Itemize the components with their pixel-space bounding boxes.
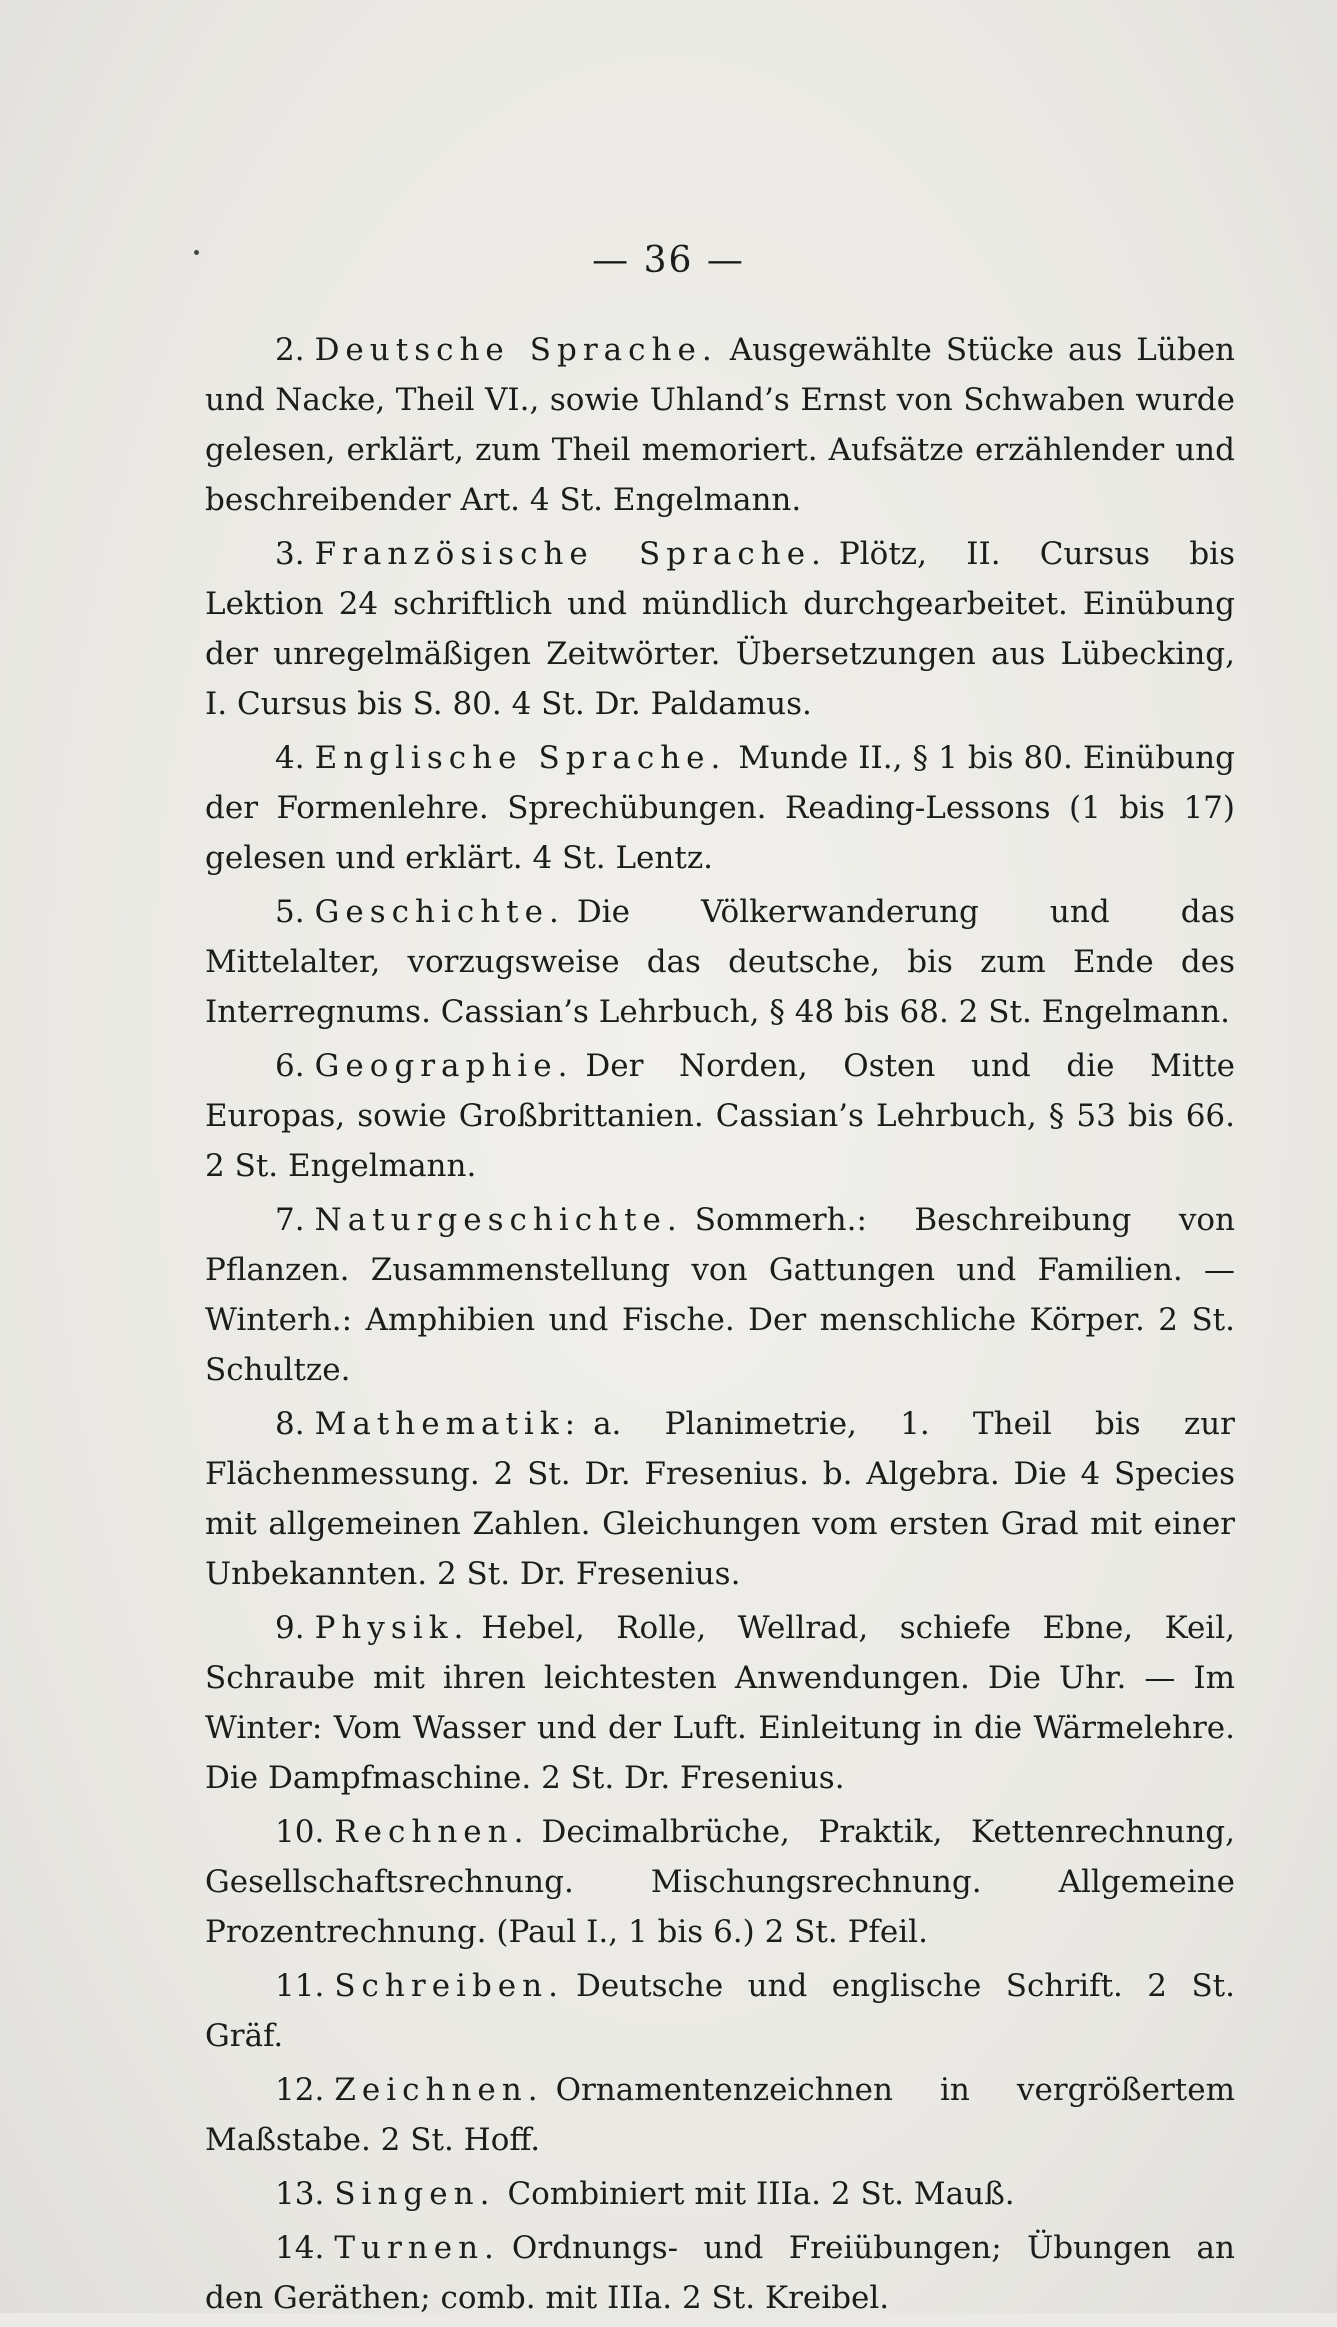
section-paragraph: 14. Turnen. Ordnungs- und Freiübungen; Übungen an den Geräthen; comb. mit IIIa. 2 St. Kreibel.	[205, 2230, 1235, 2316]
section-heading: Physik.	[314, 1610, 470, 1646]
section-paragraph: 8. Mathematik: a. Planimetrie, 1. Theil bis zur Flächenmessung. 2 St. Dr. Fresenius. b. Algebra. Die 4 Species mit allgemeinen Zahlen. Gleichungen vom ersten Grad mit einer Unbekannten. 2 St. Dr. Fresenius.	[205, 1406, 1235, 1592]
section-paragraph: 13. Singen. Combiniert mit IIIa. 2 St. Mauß.	[275, 2176, 1015, 2212]
page-body	[205, 325, 1235, 2327]
section-paragraph: 4. Englische Sprache. Munde II., § 1 bis 80. Einübung der Formenlehre. Sprechübungen. Reading-Lessons (1 bis 17) gelesen und erklärt. 4 St. Lentz.	[205, 740, 1235, 876]
section-paragraph: 5. Geschichte. Die Völkerwanderung und das Mittelalter, vorzugsweise das deutsche, bis zum Ende des Interregnums. Cassian’s Lehrbuch, § 48 bis 68. 2 St. Engelmann.	[205, 894, 1235, 1030]
section-heading: Englische Sprache.	[314, 740, 727, 776]
section-paragraph: 11. Schreiben. Deutsche und englische Schrift. 2 St. Gräf.	[205, 1968, 1235, 2054]
section-heading: Zeichnen.	[334, 2072, 544, 2108]
section-paragraph: 12. Zeichnen. Ornamentenzeichnen in vergrößertem Maßstabe. 2 St. Hoff.	[205, 2072, 1235, 2158]
section-heading: Schreiben.	[334, 1968, 564, 2004]
section-heading: Turnen.	[334, 2230, 500, 2266]
section-paragraph: 6. Geographie. Der Norden, Osten und die Mitte Europas, sowie Großbrittanien. Cassian’s Lehrbuch, § 53 bis 66. 2 St. Engelmann.	[205, 1048, 1235, 1184]
section-heading: Mathematik:	[314, 1406, 582, 1442]
section-heading: Naturgeschichte.	[314, 1202, 683, 1238]
section-paragraph: 2. Deutsche Sprache. Ausgewählte Stücke aus Lüben und Nacke, Theil VI., sowie Uhland’s Ernst von Schwaben wurde gelesen, erklärt, zum Theil memoriert. Aufsätze erzählender und beschreibender Art. 4 St. Engelmann.	[205, 332, 1236, 518]
page-number: — 36 —	[592, 240, 745, 281]
section-heading: Deutsche Sprache.	[314, 332, 718, 368]
section-heading: Französische Sprache.	[314, 536, 827, 572]
section-heading: Rechnen.	[334, 1814, 530, 1850]
section-paragraph: 7. Naturgeschichte. Sommerh.: Beschreibung von Pflanzen. Zusammenstellung von Gattungen und Familien. — Winterh.: Amphibien und Fische. Der menschliche Körper. 2 St. Schultze.	[205, 1202, 1235, 1388]
section-paragraph: 10. Rechnen. Decimalbrüche, Praktik, Kettenrechnung, Gesellschaftsrechnung. Mischungsrechnung. Allgemeine Prozentrechnung. (Paul I., 1 bis 6.) 2 St. Pfeil.	[205, 1814, 1235, 1950]
section-heading: Singen.	[334, 2176, 496, 2212]
section-heading: Geschichte.	[314, 894, 565, 930]
section-paragraph: 9. Physik. Hebel, Rolle, Wellrad, schiefe Ebne, Keil, Schraube mit ihren leichtesten Anwendungen. Die Uhr. — Im Winter: Vom Wasser und der Luft. Einleitung in die Wärmelehre. Die Dampfmaschine. 2 St. Dr. Fresenius.	[205, 1610, 1235, 1796]
section-paragraph: 3. Französische Sprache. Plötz, II. Cursus bis Lektion 24 schriftlich und mündlich durchgearbeitet. Einübung der unregelmäßigen Zeitwörter. Übersetzungen aus Lübecking, I. Cursus bis S. 80. 4 St. Dr. Paldamus.	[205, 536, 1235, 722]
section-heading: Geographie.	[314, 1048, 574, 1084]
